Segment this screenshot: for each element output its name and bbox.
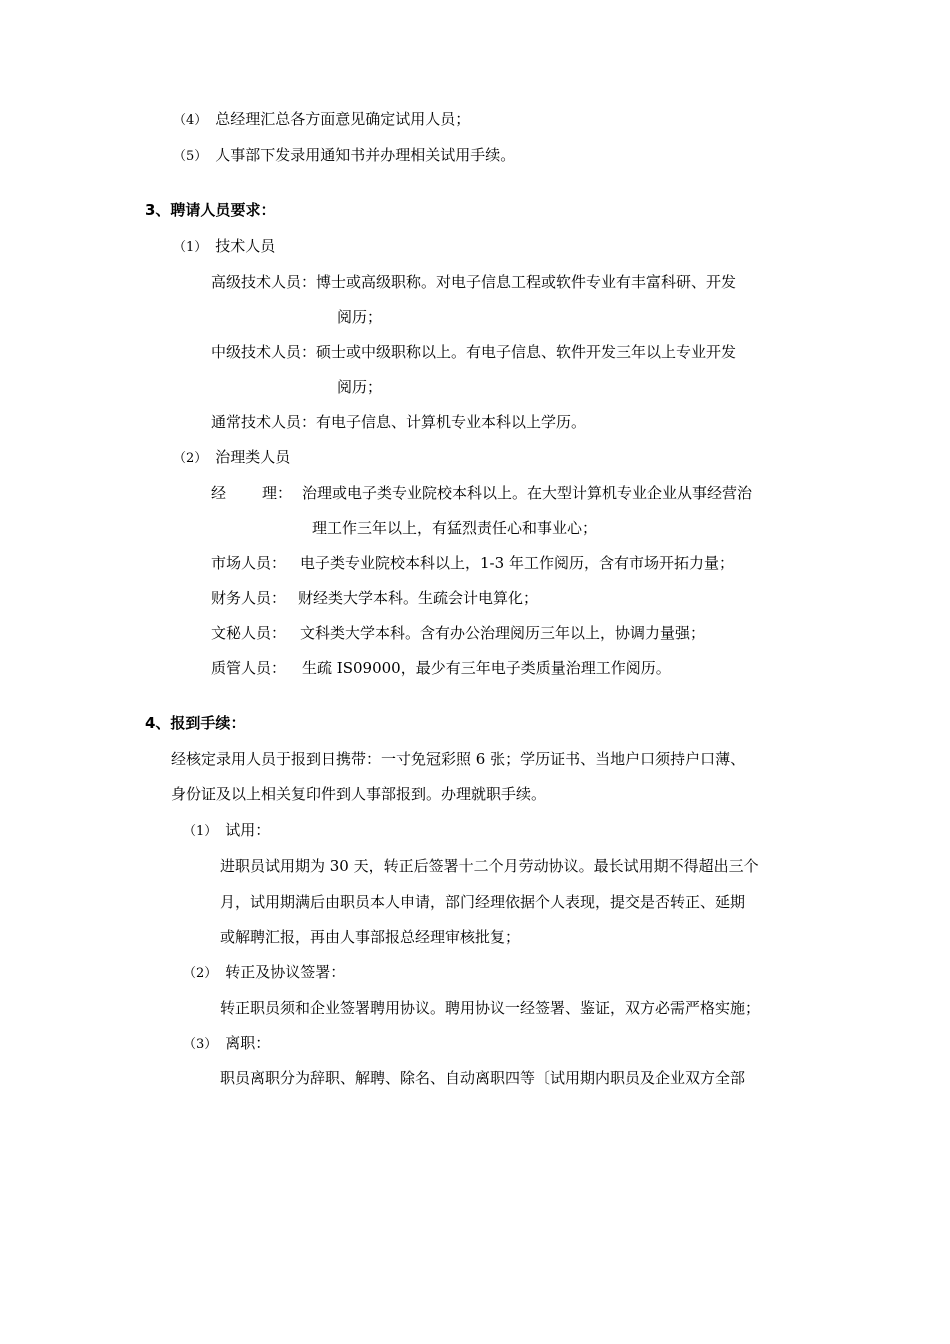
paragraph-line: 身份证及以上相关复印件到人事部报到。办理就职手续。 xyxy=(171,785,547,803)
requirement-text: 有电子信息、计算机专业本科以上学历。 xyxy=(316,413,587,431)
paragraph-line: 月，试用期满后由职员本人申请，部门经理依据个人表现，提交是否转正、延期 xyxy=(220,893,746,911)
requirement-line xyxy=(211,658,671,678)
item-text: 技术人员 xyxy=(215,237,276,255)
item-text: 治理类人员 xyxy=(215,448,291,466)
item-text: 离职： xyxy=(225,1034,271,1052)
requirement-label: 中级技术人员： xyxy=(211,343,317,361)
requirement-label: 质管人员： xyxy=(211,659,287,677)
requirement-line xyxy=(211,342,736,362)
requirement-label: 市场人员： xyxy=(211,554,287,572)
requirement-text: 治理或电子类专业院校本科以上。在大型计算机专业企业从事经营治 xyxy=(302,484,753,502)
paragraph-line: 经核定录用人员于报到日携带：一寸免冠彩照 6 张；学历证书、当地户口须持户口薄、 xyxy=(171,750,746,768)
section-heading: 4、报到手续： xyxy=(145,714,246,732)
requirement-line xyxy=(211,588,538,608)
requirement-text: 财经类大学本科。生疏会计电算化； xyxy=(298,589,539,607)
requirement-text: 生疏 IS09000，最少有三年电子类质量治理工作阅历。 xyxy=(302,659,671,677)
requirement-label: 文秘人员： xyxy=(211,624,287,642)
requirement-continuation: 阅历； xyxy=(337,308,383,326)
list-item xyxy=(173,109,470,131)
item-number: （5） xyxy=(173,149,208,164)
item-text: 转正及协议签署： xyxy=(225,963,346,981)
item-text: 总经理汇总各方面意见确定试用人员； xyxy=(215,110,471,128)
section-heading: 3、聘请人员要求： xyxy=(145,201,276,219)
requirement-line xyxy=(211,272,736,292)
paragraph-line: 或解聘汇报，再由人事部报总经理审核批复； xyxy=(220,928,521,946)
item-number: （2） xyxy=(173,451,208,466)
subsection-title xyxy=(183,1033,270,1055)
subsection-title xyxy=(183,820,270,842)
item-number: （2） xyxy=(183,966,218,981)
requirement-label: 财务人员： xyxy=(211,589,287,607)
requirement-label: 高级技术人员： xyxy=(211,273,317,291)
requirement-continuation: 理工作三年以上，有猛烈责任心和事业心； xyxy=(312,519,598,537)
paragraph-line: 进职员试用期为 30 天，转正后签署十二个月劳动协议。最长试用期不得超出三个 xyxy=(220,857,759,875)
paragraph-line: 职员离职分为辞职、解聘、除名、自动离职四等〔试用期内职员及企业双方全部 xyxy=(220,1069,746,1087)
requirement-continuation: 阅历； xyxy=(337,378,383,396)
requirement-text: 硕士或中级职称以上。有电子信息、软件开发三年以上专业开发 xyxy=(316,343,737,361)
subsection-title xyxy=(183,962,345,984)
requirement-text: 博士或高级职称。对电子信息工程或软件专业有丰富科研、开发 xyxy=(316,273,737,291)
item-text: 试用： xyxy=(225,821,271,839)
requirement-label-a: 经 xyxy=(211,484,227,502)
list-item xyxy=(173,145,515,167)
item-number: （1） xyxy=(173,240,208,255)
requirement-line xyxy=(211,412,586,432)
requirement-line xyxy=(211,623,705,643)
paragraph-line: 转正职员须和企业签署聘用协议。聘用协议一经签署、鉴证，双方必需严格实施； xyxy=(220,999,761,1017)
item-text: 人事部下发录用通知书并办理相关试用手续。 xyxy=(215,146,516,164)
requirement-line xyxy=(211,483,752,503)
subsection-title xyxy=(173,447,290,469)
requirement-text: 电子类专业院校本科以上，1-3 年工作阅历，含有市场开拓力量； xyxy=(300,554,734,572)
requirement-label: 通常技术人员： xyxy=(211,413,317,431)
item-number: （4） xyxy=(173,113,208,128)
item-number: （3） xyxy=(183,1037,218,1052)
requirement-line xyxy=(211,553,734,573)
requirement-label-b: 理： xyxy=(262,484,293,502)
requirement-text: 文科类大学本科。含有办公治理阅历三年以上，协调力量强； xyxy=(300,624,706,642)
item-number: （1） xyxy=(183,824,218,839)
subsection-title xyxy=(173,236,275,258)
